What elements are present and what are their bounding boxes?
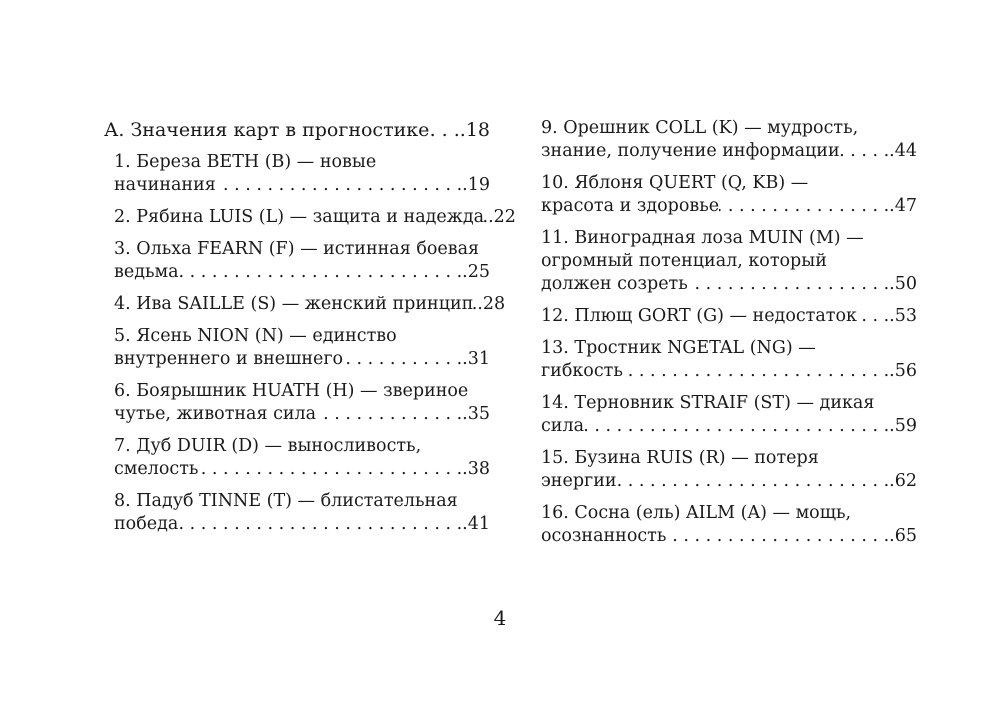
toc-line xyxy=(541,470,917,493)
section-title: А. Значения карт в прогностике xyxy=(104,119,430,141)
toc-entry-text: энергии xyxy=(541,471,617,491)
toc-line xyxy=(114,261,490,284)
toc-page-number: .47 xyxy=(889,196,917,216)
toc-entry-text: должен созреть xyxy=(541,274,688,294)
leader-dots xyxy=(178,513,462,536)
toc-page-number: .56 xyxy=(889,361,917,381)
toc-entry-text: 4. Ива SAILLE (S) — женский принцип xyxy=(114,294,474,314)
leader-dots xyxy=(179,261,463,284)
toc-page-number: .59 xyxy=(889,416,917,436)
section-page-number: .18 xyxy=(459,119,490,141)
toc-line xyxy=(114,458,490,481)
toc-entry-text: сила xyxy=(541,416,585,436)
toc-page-number: .41 xyxy=(462,514,490,534)
toc-entry xyxy=(541,337,917,383)
toc-entry xyxy=(104,325,490,371)
toc-entry-text: 10. Яблоня QUERT (Q, KB) — xyxy=(541,173,809,193)
toc-line xyxy=(114,206,516,229)
toc-entry-text: чутье, животная сила xyxy=(114,404,317,424)
toc-entry-text: 7. Дуб DUIR (D) — выносливость, xyxy=(114,436,422,456)
leader-dots xyxy=(198,458,462,481)
toc-line xyxy=(541,415,917,438)
leader-dots xyxy=(617,470,890,493)
leader-dots xyxy=(719,195,889,218)
toc-page-number: .35 xyxy=(462,404,490,424)
page-number: 4 xyxy=(493,606,507,630)
toc-line xyxy=(114,293,506,316)
toc-entry-text: 9. Орешник COLL (K) — мудрость, xyxy=(541,118,859,138)
toc-entry-text: знание, получение информации xyxy=(541,141,840,161)
toc-line xyxy=(114,174,490,197)
toc-line xyxy=(104,117,490,143)
toc-entry xyxy=(104,238,490,284)
toc-entry xyxy=(104,293,506,316)
toc-entry xyxy=(541,172,917,218)
toc-entry xyxy=(104,151,490,197)
toc-entries xyxy=(104,151,516,536)
leader-dots xyxy=(857,305,889,328)
toc-page-number: .25 xyxy=(462,262,490,282)
toc-entry xyxy=(541,117,917,163)
toc-entry xyxy=(104,380,490,426)
leader-dots xyxy=(584,415,889,438)
toc-entries xyxy=(541,117,917,548)
toc-line xyxy=(541,360,917,383)
toc-page-number: .53 xyxy=(889,306,917,326)
toc-entry xyxy=(104,206,516,229)
toc-entry xyxy=(541,227,917,296)
toc-entry xyxy=(541,305,917,328)
toc-entry xyxy=(541,502,917,548)
toc-page-number: .62 xyxy=(889,471,917,491)
toc-section-header xyxy=(104,117,490,143)
toc-entry-text: 11. Виноградная лоза MUIN (M) — xyxy=(541,228,864,248)
toc-entry-text: 6. Боярышник HUATH (H) — звериное xyxy=(114,381,469,401)
toc-page-number: .28 xyxy=(477,294,506,314)
toc-entry-text: 12. Плющ GORT (G) — недостаток xyxy=(541,306,857,326)
toc-left-column xyxy=(104,117,516,545)
leader-dots xyxy=(688,273,889,296)
toc-entry-text: 15. Бузина RUIS (R) — потеря xyxy=(541,448,819,468)
leader-dots xyxy=(343,348,462,371)
toc-line xyxy=(541,273,917,296)
toc-entry-text: 14. Терновник STRAIF (ST) — дикая xyxy=(541,393,875,413)
toc-line xyxy=(114,403,490,426)
toc-entry-text: 13. Тростник NGETAL (NG) — xyxy=(541,338,816,358)
toc-entry-text: красота и здоровье xyxy=(541,196,720,216)
toc-entry-text: смелость xyxy=(114,459,199,479)
toc-entry xyxy=(104,435,490,481)
toc-entry-text: 16. Сосна (ель) AILM (A) — мощь, xyxy=(541,503,852,523)
toc-entry-text: 3. Ольха FEARN (F) — истинная боевая xyxy=(114,239,480,259)
leader-dots xyxy=(316,403,462,426)
toc-entry xyxy=(541,447,917,493)
toc-line xyxy=(114,513,490,536)
toc-page-number: .65 xyxy=(889,526,917,546)
leader-dots xyxy=(840,140,890,163)
toc-entry-text: победа xyxy=(114,514,179,534)
toc-right-column xyxy=(541,117,917,557)
toc-page-number: .31 xyxy=(462,349,490,369)
toc-line xyxy=(541,525,917,548)
toc-entry-text: 2. Рябина LUIS (L) — защита и надежда xyxy=(114,207,485,227)
toc-entry-text: 5. Ясень NION (N) — единство xyxy=(114,326,397,346)
leader-dots xyxy=(429,117,459,143)
toc-page-number: .22 xyxy=(488,207,516,227)
toc-entry xyxy=(541,392,917,438)
toc-page-number: .38 xyxy=(462,459,490,479)
toc-line xyxy=(541,305,917,328)
leader-dots xyxy=(216,174,462,197)
toc-line xyxy=(541,195,917,218)
toc-entry-text: гибкость xyxy=(541,361,623,381)
toc-page-number: .44 xyxy=(889,141,917,161)
toc-line xyxy=(541,140,917,163)
toc-entry-text: осознанность xyxy=(541,526,667,546)
toc-page-number: .19 xyxy=(462,175,490,195)
leader-dots xyxy=(623,360,889,383)
toc-entry xyxy=(104,490,490,536)
toc-entry-text: начинания xyxy=(114,175,216,195)
leader-dots xyxy=(666,525,889,548)
toc-line xyxy=(114,348,490,371)
toc-entry-text: 8. Падуб TINNE (T) — блистательная xyxy=(114,491,458,511)
toc-page-number: .50 xyxy=(889,274,917,294)
toc-entry-text: ведьма xyxy=(114,262,179,282)
toc-entry-text: внутреннего и внешнего xyxy=(114,349,344,369)
toc-entry-text: 1. Береза BETH (B) — новые xyxy=(114,152,377,172)
toc-entry-text: огромный потенциал, который xyxy=(541,251,827,271)
